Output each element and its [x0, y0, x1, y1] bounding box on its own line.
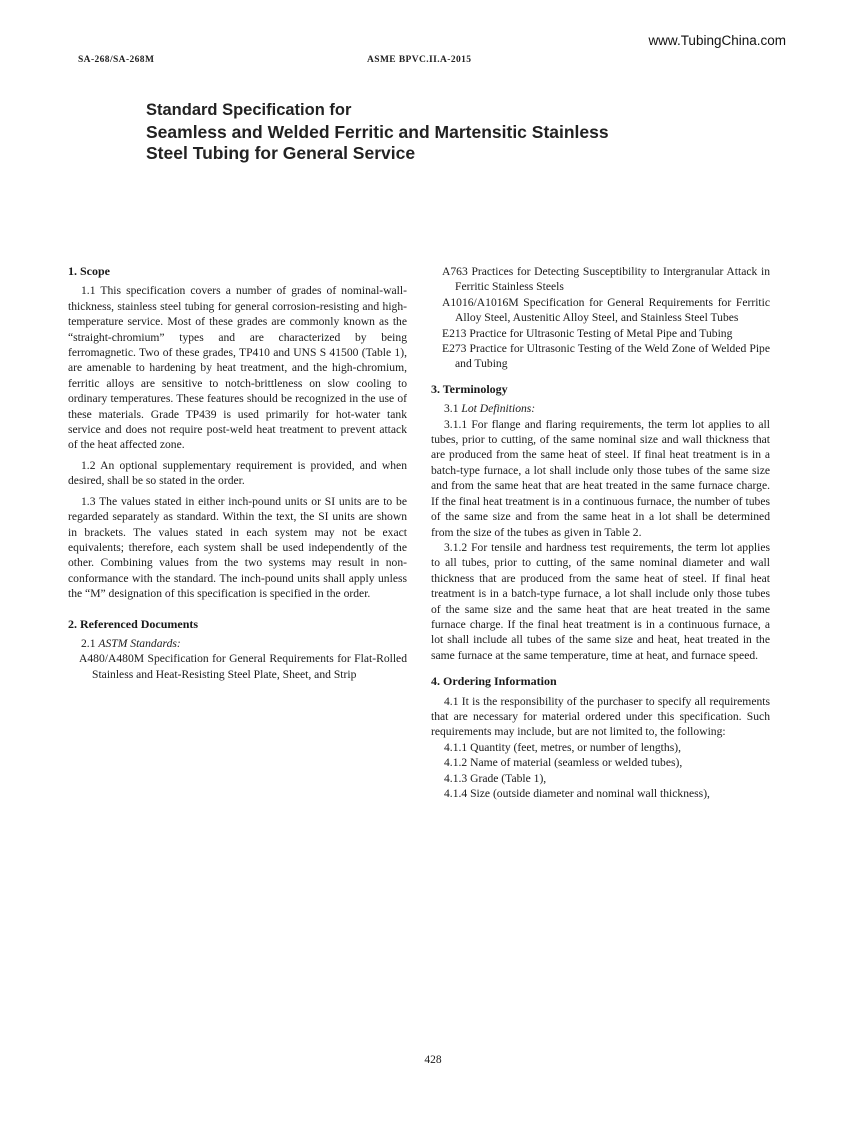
- document-title: [146, 100, 766, 165]
- scope-paragraph-1-1: 1.1 This specification covers a number of grades of nominal-wall-thickness, stainless steel tubing for general corrosion-resisting and high-temperature service. Most of these grades are commonly known as the “straight-chromium” types and are characterized by being ferromagnetic. Two of these grades, TP410 and UNS S 41500 (Table 1), are amenable to hardening by heat treatment, and the high-chromium, ferritic alloys are sensitive to notch-brittleness on slow cooling to ordinary temperatures. These features should be recognized in the use of these materials. Grade TP439 is used primarily for hot-water tank service and does not require post-weld heat treatment to prevent attack of the heat affected zone.: [68, 284, 407, 452]
- referenced-documents-heading: 2. Referenced Documents: [68, 616, 199, 631]
- astm-standards-subheading: [68, 636, 407, 651]
- terminology-paragraph-3-1-1: 3.1.1 For flange and flaring requirements, the term lot applies to all tubes, prior to cutting, of the same nominal size and wall thickness that are produced from the same heat of steel. If final heat treatment is in a batch-type furnace, a lot shall include only those tubes of the same size and from the same heat that are heat treated in the same furnace charge. If the final heat treatment is in a continuous furnace, the number of tubes of the same size and from the same heat in a lot shall be determined from the size of the tubes as given in Table 2.: [431, 417, 770, 539]
- scope-paragraph-1-2: 1.2 An optional supplementary requirement is provided, and when desired, shall be so stated in the order.: [68, 458, 407, 488]
- title-line-1: Standard Specification for: [146, 101, 352, 119]
- reference-e273: E273 Practice for Ultrasonic Testing of the Weld Zone of Welded Pipe and Tubing: [442, 342, 770, 371]
- ordering-item-quantity: 4.1.1 Quantity (feet, metres, or number of lengths),: [444, 740, 681, 754]
- title-line-3: Steel Tubing for General Service: [146, 143, 416, 163]
- running-header-designation: SA-268/SA-268M: [78, 55, 155, 65]
- right-column: [431, 264, 770, 801]
- terminology-paragraph-3-1-2: 3.1.2 For tensile and hardness test requirements, the term lot applies to all tubes, prior to cutting, of the same nominal diameter and wall thickness that are produced from the same heat of steel. If final heat treatment is in a batch-type furnace, a lot shall include only those tubes of the same size and the same heat that are heat treated in the same furnace charge. If the final heat treatment is in a continuous furnace, a lot shall include all tubes of the same size and heat, heat treated in the same furnace at the same temperature, time at heat, and furnace speed.: [431, 540, 770, 662]
- subheading-label: ASTM Standards:: [98, 636, 181, 650]
- terminology-heading: 3. Terminology: [431, 381, 508, 396]
- reference-a763: A763 Practices for Detecting Susceptibility to Intergranular Attack in Ferritic Stainless Steels: [442, 265, 770, 294]
- subheading-number: 3.1: [444, 402, 459, 416]
- ordering-item-size: 4.1.4 Size (outside diameter and nominal wall thickness),: [444, 787, 710, 800]
- lot-definitions-subheading: [431, 401, 770, 416]
- running-header-code: ASME BPVC.II.A-2015: [367, 55, 472, 65]
- ordering-item-material: 4.1.2 Name of material (seamless or welded tubes),: [444, 756, 683, 770]
- reference-a1016: A1016/A1016M Specification for General Requirements for Ferritic Alloy Steel, Austenitic Alloy Steel, and Stainless Steel Tubes: [442, 295, 770, 325]
- title-line-2: Seamless and Welded Ferritic and Martensitic Stainless: [146, 121, 609, 142]
- ordering-paragraph-4-1: 4.1 It is the responsibility of the purchaser to specify all requirements that are necessary for material ordered under this specification. Such requirements may include, but are not limited to, the following:: [431, 694, 770, 739]
- watermark-url: www.TubingChina.com: [648, 33, 786, 48]
- reference-e213: E213 Practice for Ultrasonic Testing of Metal Pipe and Tubing: [442, 326, 733, 340]
- subheading-number: 2.1: [81, 636, 96, 650]
- ordering-information-heading: 4. Ordering Information: [431, 674, 557, 689]
- page-number: 428: [424, 1054, 442, 1066]
- subheading-label: Lot Definitions:: [461, 402, 536, 416]
- scope-heading: 1. Scope: [68, 264, 110, 278]
- scope-paragraph-1-3: 1.3 The values stated in either inch-pound units or SI units are to be regarded separately as standard. Within the text, the SI units are shown in brackets. The values stated in each system may not be exact equivalents; therefore, each system shall be used independently of the other. Combining values from the two systems may result in non-conformance with the standard. The inch-pound units shall apply unless the “M” designation of this specification is specified in the order.: [68, 494, 407, 601]
- reference-a480: A480/A480M Specification for General Requirements for Flat-Rolled Stainless and Heat-Resisting Steel Plate, Sheet, and Strip: [79, 652, 407, 681]
- ordering-item-grade: 4.1.3 Grade (Table 1),: [444, 771, 547, 785]
- left-column: [68, 264, 407, 682]
